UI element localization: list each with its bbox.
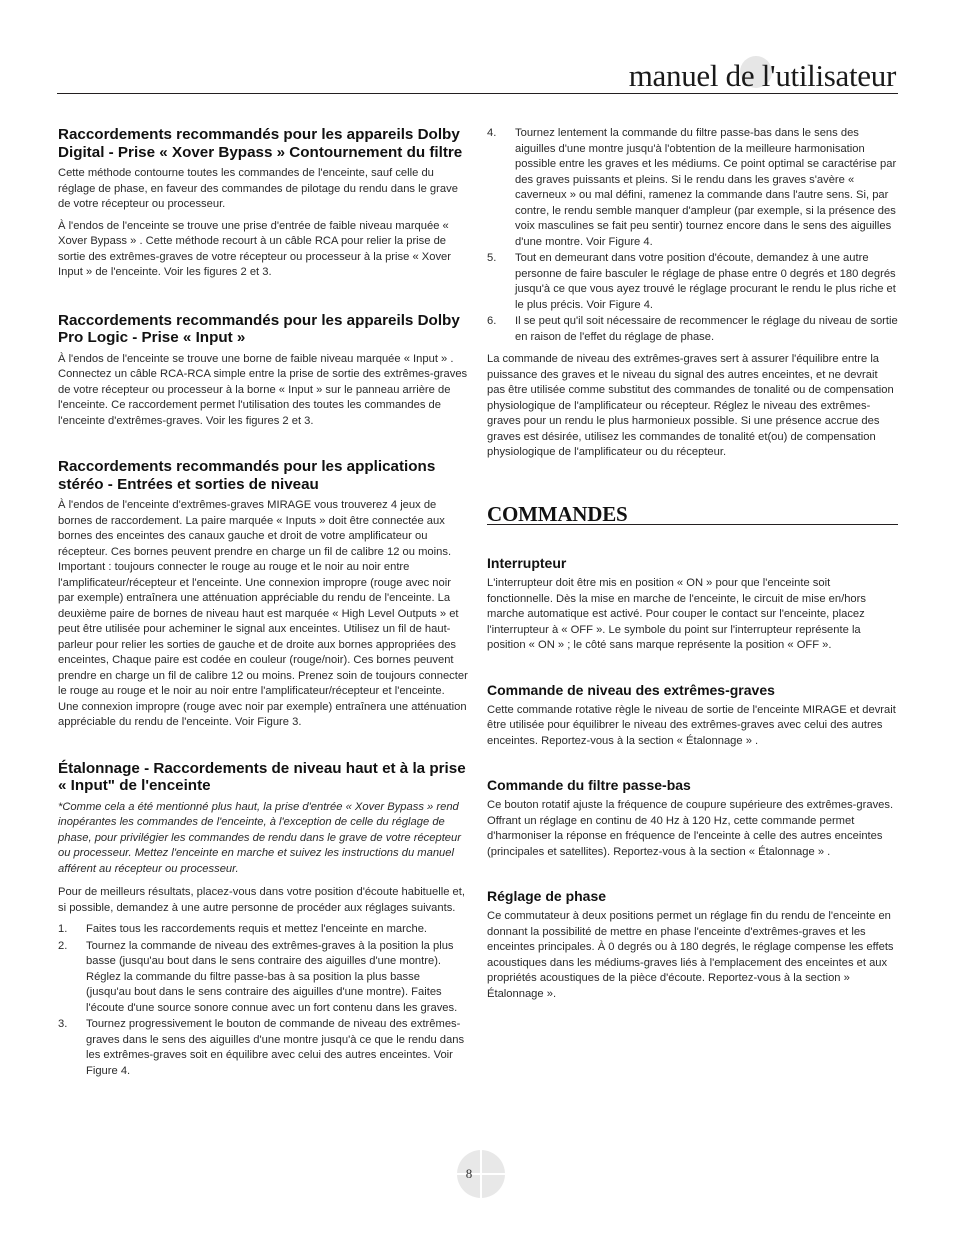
step-number: 2. [58,939,68,952]
section-dolby-pro-logic [58,312,468,430]
paragraph: Cette commande rotative règle le niveau de sortie de l'enceinte MIRAGE et devrait être utilisée pour équilibrer le niveau des extrêmes-graves avec celui des autres enceintes. Reportez-vous à la section « Étalonnage » . [487,703,896,747]
control-heading: Interrupteur [487,555,567,571]
paragraph: À l'endos de l'enceinte d'extrêmes-graves MIRAGE vous trouverez 4 jeux de bornes de raccordement. La paire marquée « Inputs » doit être connectée aux bornes des enceintes des canaux gauche et droit de votre amplificateur ou récepteur. Ces bornes peuvent prendre en charge un fil de calibre 12 ou moins. Important : toujours connecter le rouge au rouge et le noir au noir entre l'amplificateur/récepteur et l'enceinte. Une connexion impropre (rouge avec noir par exemple) entraînera une atténuation appréciable du rendu de l'enceinte. La deuxième paire de bornes de niveau haut est marquée « High Level Outputs » et peut être utilisée pour acheminer le signal aux enceintes. Utilisez un fil de haut-parleur pour relier les sorties de gauche et de droite aux bornes appropriées des enceintes, Chaque paire est codée en couleur (rouge/noir). Ces bornes peuvent prendre en charge un fil de calibre 12 ou moins. Prenez soin de toujours connecter le rouge au rouge et le noir au noir entre l'amplificateur/récepteur et l'enceinte. Une connexion impropre (rouge avec noir par exemple) entraînera une atténuation appréciable du rendu de l'enceinte. Voir Figure 3. [58,499,468,728]
control-niveau [487,682,898,750]
header-divider [57,93,898,94]
step-number: 3. [58,1018,68,1030]
step-number: 1. [58,923,68,935]
list-item [58,1017,468,1079]
steps-list [58,922,468,1079]
step-number: 4. [487,127,497,139]
italic-note: *Comme cela a été mentionné plus haut, la prise d'entrée « Xover Bypass » rend inopérantes les commandes de l'enceinte, à l'exception de celle du réglage de phase, pour privilégier les commandes de rendu dans le grave de votre récepteur ou processeur. Mettez l'enceinte en marche et suivez les instructions du manuel afférent au récepteur ou processeur. [58,800,461,875]
section-heading: Raccordements recommandés pour les appareils Dolby Pro Logic - Prise « Input » [58,311,460,346]
list-item [58,922,468,938]
paragraph: Ce bouton rotatif ajuste la fréquence de coupure supérieure des extrêmes-graves. Offrant un réglage en continu de 40 Hz à 120 Hz, cette commande permet d'harmoniser la réponse en fréquence de l'enceinte à celle des autres enceintes (principales et satellites). Reportez-vous à la section « Étalonnage » . [487,799,894,858]
step-text: Tout en demeurant dans votre position d'écoute, demandez à une autre personne de faire basculer le réglage de phase entre 0 degrés et 180 degrés jusqu'à ce que vous ayez trouvé le réglage procurant le rendu le plus riche et le plus précis. Voir Figure 4. [515,252,896,311]
paragraph: Cette méthode contourne toutes les commandes de l'enceinte, sauf celle du réglage de phase, en faveur des commandes de pilotage du rendu dans le grave de votre récepteur ou processeur. [58,167,458,210]
control-heading: Commande de niveau des extrêmes-graves [487,681,775,698]
page-number: 8 [465,1166,473,1181]
section-heading: Raccordements recommandés pour les applications stéréo - Entrées et sorties de niveau [58,458,436,493]
control-phase [487,888,898,1002]
page-header-title: manuel de l'utilisateur [628,58,896,93]
list-item [487,314,898,345]
control-interrupteur [487,555,898,654]
step-text: Tournez la commande de niveau des extrêmes-graves à la position la plus basse (jusqu'au bout dans le sens contraire des aiguilles d'une montre). Réglez la commande du filtre passe-bas à sa position la plus basse (jusqu'au bout dans le sens contraire des aiguilles d'une montre). Faites l'écoute d'une source sonore connue avec un fort contenu dans les graves. [86,939,458,1014]
step-number: 6. [487,315,497,327]
paragraph: À l'endos de l'enceinte se trouve une borne de faible niveau marquée « Input » . Connectez un câble RCA-RCA simple entre la prise de sortie des extrêmes-graves de votre récepteur ou processeur à la borne « Input » sur le panneau arrière de l'enceinte. Ce raccordement permet l'utilisation des toutes les commandes de l'enceinte d'extrêmes-graves. Voir les figures 2 et 3. [58,352,468,427]
section-etalonnage [58,760,468,1080]
paragraph: Ce commutateur à deux positions permet un réglage fin du rendu de l'enceinte en donnant la possibilité de mettre en phase l'enceinte d'extrêmes-graves et les enceintes principales. À 0 degrés ou à 180 degrés, le réglage compense les effets acoustiques dans les médiums-graves liés à l'emplacement des enceintes et aux propriétés acoustiques de la pièce d'écoute. Reportez-vous à la section » Étalonnage ». [487,910,894,1000]
list-item [487,126,898,250]
steps-list-continued [487,126,898,345]
section-heading: Raccordements recommandés pour les appareils Dolby Digital - Prise « Xover Bypass » Contournement du filtre [58,126,463,161]
paragraph: La commande de niveau des extrêmes-graves sert à assurer l'équilibre entre la puissance des graves et le niveau du signal des autres enceintes, et ne devrait pas être utilisée comme substitut des commandes de tonalité ou de compensation physiologique de l'amplificateur ou récepteur. Réglez le niveau des extrêmes-graves pour un rendu le plus harmonieux possible. Si une présence accrue des graves est désirée, utilisez les commandes de tonalité et(ou) de compensation physiologique de l'amplificateur ou du récepteur. [487,353,894,458]
right-column [487,126,898,1008]
list-item [487,251,898,313]
paragraph: À l'endos de l'enceinte se trouve une prise d'entrée de faible niveau marquée « Xover Bypass » . Cette méthode recourt à un câble RCA pour relier la prise de sortie des extrêmes-graves de votre récepteur ou processeur à la prise « Xover Input » de l'enceinte. Voir les figures 2 et 3. [58,219,451,278]
commandes-title: COMMANDES [487,507,898,526]
control-heading: Commande du filtre passe-bas [487,777,691,793]
section-dolby-digital [58,126,468,281]
paragraph: Pour de meilleurs résultats, placez-vous dans votre position d'écoute habituelle et, si possible, demandez à une autre personne de procéder aux réglages suivants. [58,886,465,914]
step-text: Tournez progressivement le bouton de commande de niveau des extrêmes-graves dans le sens des aiguilles d'une montre jusqu'à ce que le rendu dans les extrêmes-graves soit en équilibre avec celui des autres enceintes. Voir Figure 4. [86,1018,465,1077]
page-number-badge [457,1150,505,1198]
section-heading: Étalonnage - Raccordements de niveau haut et à la prise « Input" de l'enceinte [58,759,466,794]
list-item [58,939,468,1017]
step-text: Il se peut qu'il soit nécessaire de recommencer le réglage du niveau de sortie en raison de l'effet du réglage de phase. [515,315,898,343]
paragraph: L'interrupteur doit être mis en position « ON » pour que l'enceinte soit fonctionnelle. Dès la mise en marche de l'enceinte, le circuit de mise en/hors marche automatique est activé. Pour couper le contact sur l'enceinte, placez l'interrupteur à « OFF ». Le symbole du point sur l'interrupteur représente la position « ON » ; le côté sans marque représente la position « OFF ». [487,577,866,651]
left-column [58,126,468,1080]
step-text: Faites tous les raccordements requis et mettez l'enceinte en marche. [86,923,428,935]
control-heading: Réglage de phase [487,888,607,904]
control-filtre [487,777,898,860]
section-stereo [58,458,468,731]
step-text: Tournez lentement la commande du filtre passe-bas dans le sens des aiguilles d'une montre jusqu'à l'obtention de la meilleure harmonisation possible entre les graves et les médiums. Ce point optimal se caractérise par des graves puissants et pleins. Si le rendu dans les graves s'avère « caverneux » ou mal défini, ramenez la commande dans l'autre sens. Si, par contre, le rendu semble manquer d'ampleur (par exemple, si la présence des voix masculines se fait peu sentir) tournez encore dans le sens des aiguilles d'une montre. Voir Figure 4. [515,127,897,248]
step-number: 5. [487,252,497,264]
